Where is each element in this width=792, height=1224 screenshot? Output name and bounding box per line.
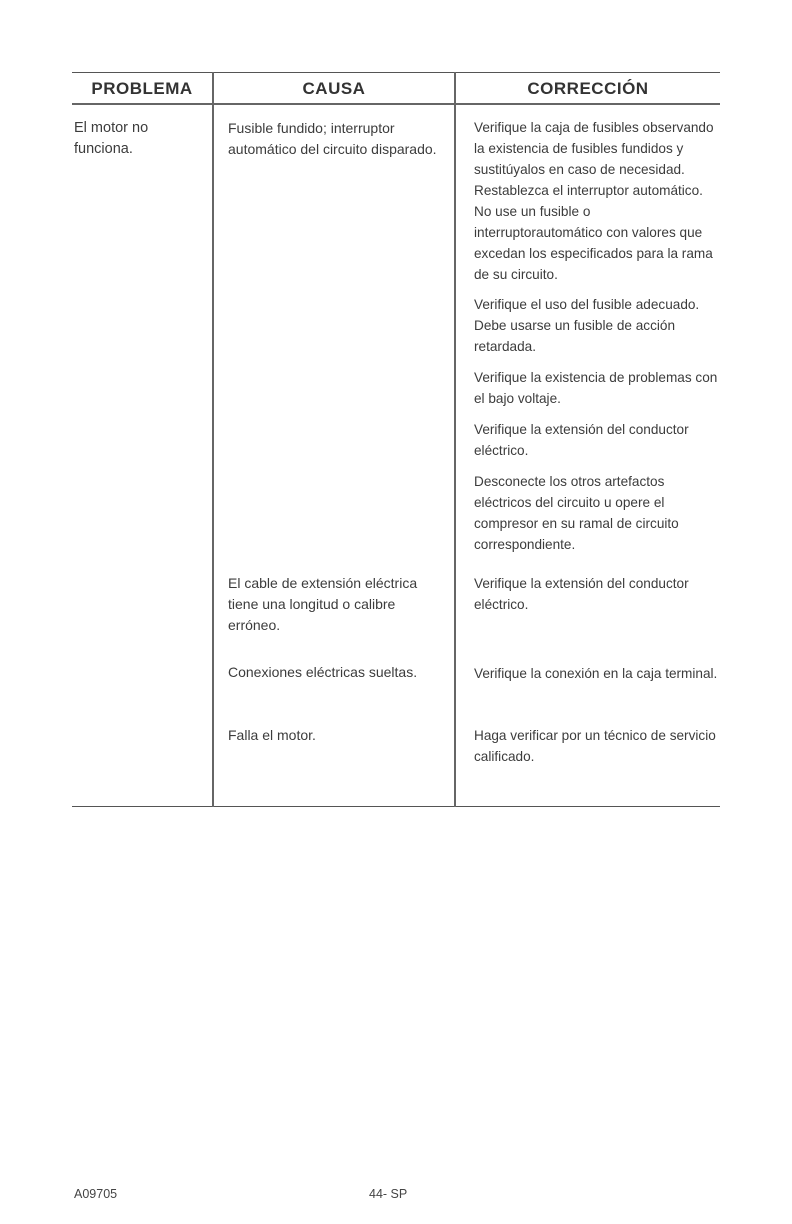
correction-6: Verifique la extensión del conductor eléctrico. bbox=[474, 576, 689, 612]
correction-1: Verifique la caja de fusibles observando la existencia de fusibles fundidos y sustitúyalos en caso de necesidad. Restablezca el interruptor automático. No use un fusible o interruptorautomático con valores que excedan los especificados para la rama de su circuito. bbox=[474, 120, 714, 282]
header-correction: CORRECCIÓN bbox=[527, 79, 649, 98]
correction-4: Verifique la extensión del conductor eléctrico. bbox=[474, 422, 689, 458]
header-bottom-rule bbox=[72, 103, 720, 105]
page-number: 44- SP bbox=[369, 1187, 408, 1201]
correction-2: Verifique el uso del fusible adecuado. Debe usarse un fusible de acción retardada. bbox=[474, 297, 700, 354]
problem-text: El motor no funciona. bbox=[74, 120, 149, 157]
cause-3: Conexiones eléctricas sueltas. bbox=[228, 664, 418, 680]
header-cause: CAUSA bbox=[302, 79, 366, 98]
column-divider-2 bbox=[454, 72, 456, 807]
correction-7: Verifique la conexión en la caja terminal. bbox=[474, 666, 718, 681]
column-divider-1 bbox=[212, 72, 214, 807]
document-code: A09705 bbox=[74, 1187, 118, 1201]
cause-2: El cable de extensión eléctrica tiene una longitud o calibre erróneo. bbox=[228, 575, 418, 633]
table-bottom-rule bbox=[72, 806, 720, 807]
table-top-rule bbox=[72, 72, 720, 73]
cause-4: Falla el motor. bbox=[228, 727, 316, 743]
correction-5: Desconecte los otros artefactos eléctricos del circuito u opere el compresor en su ramal de circuito correspondiente. bbox=[474, 474, 679, 552]
correction-8: Haga verificar por un técnico de servicio calificado. bbox=[474, 728, 716, 764]
header-problem: PROBLEMA bbox=[91, 79, 193, 98]
correction-3: Verifique la existencia de problemas con el bajo voltaje. bbox=[474, 370, 718, 406]
cause-1: Fusible fundido; interruptor automático del circuito disparado. bbox=[228, 120, 437, 157]
